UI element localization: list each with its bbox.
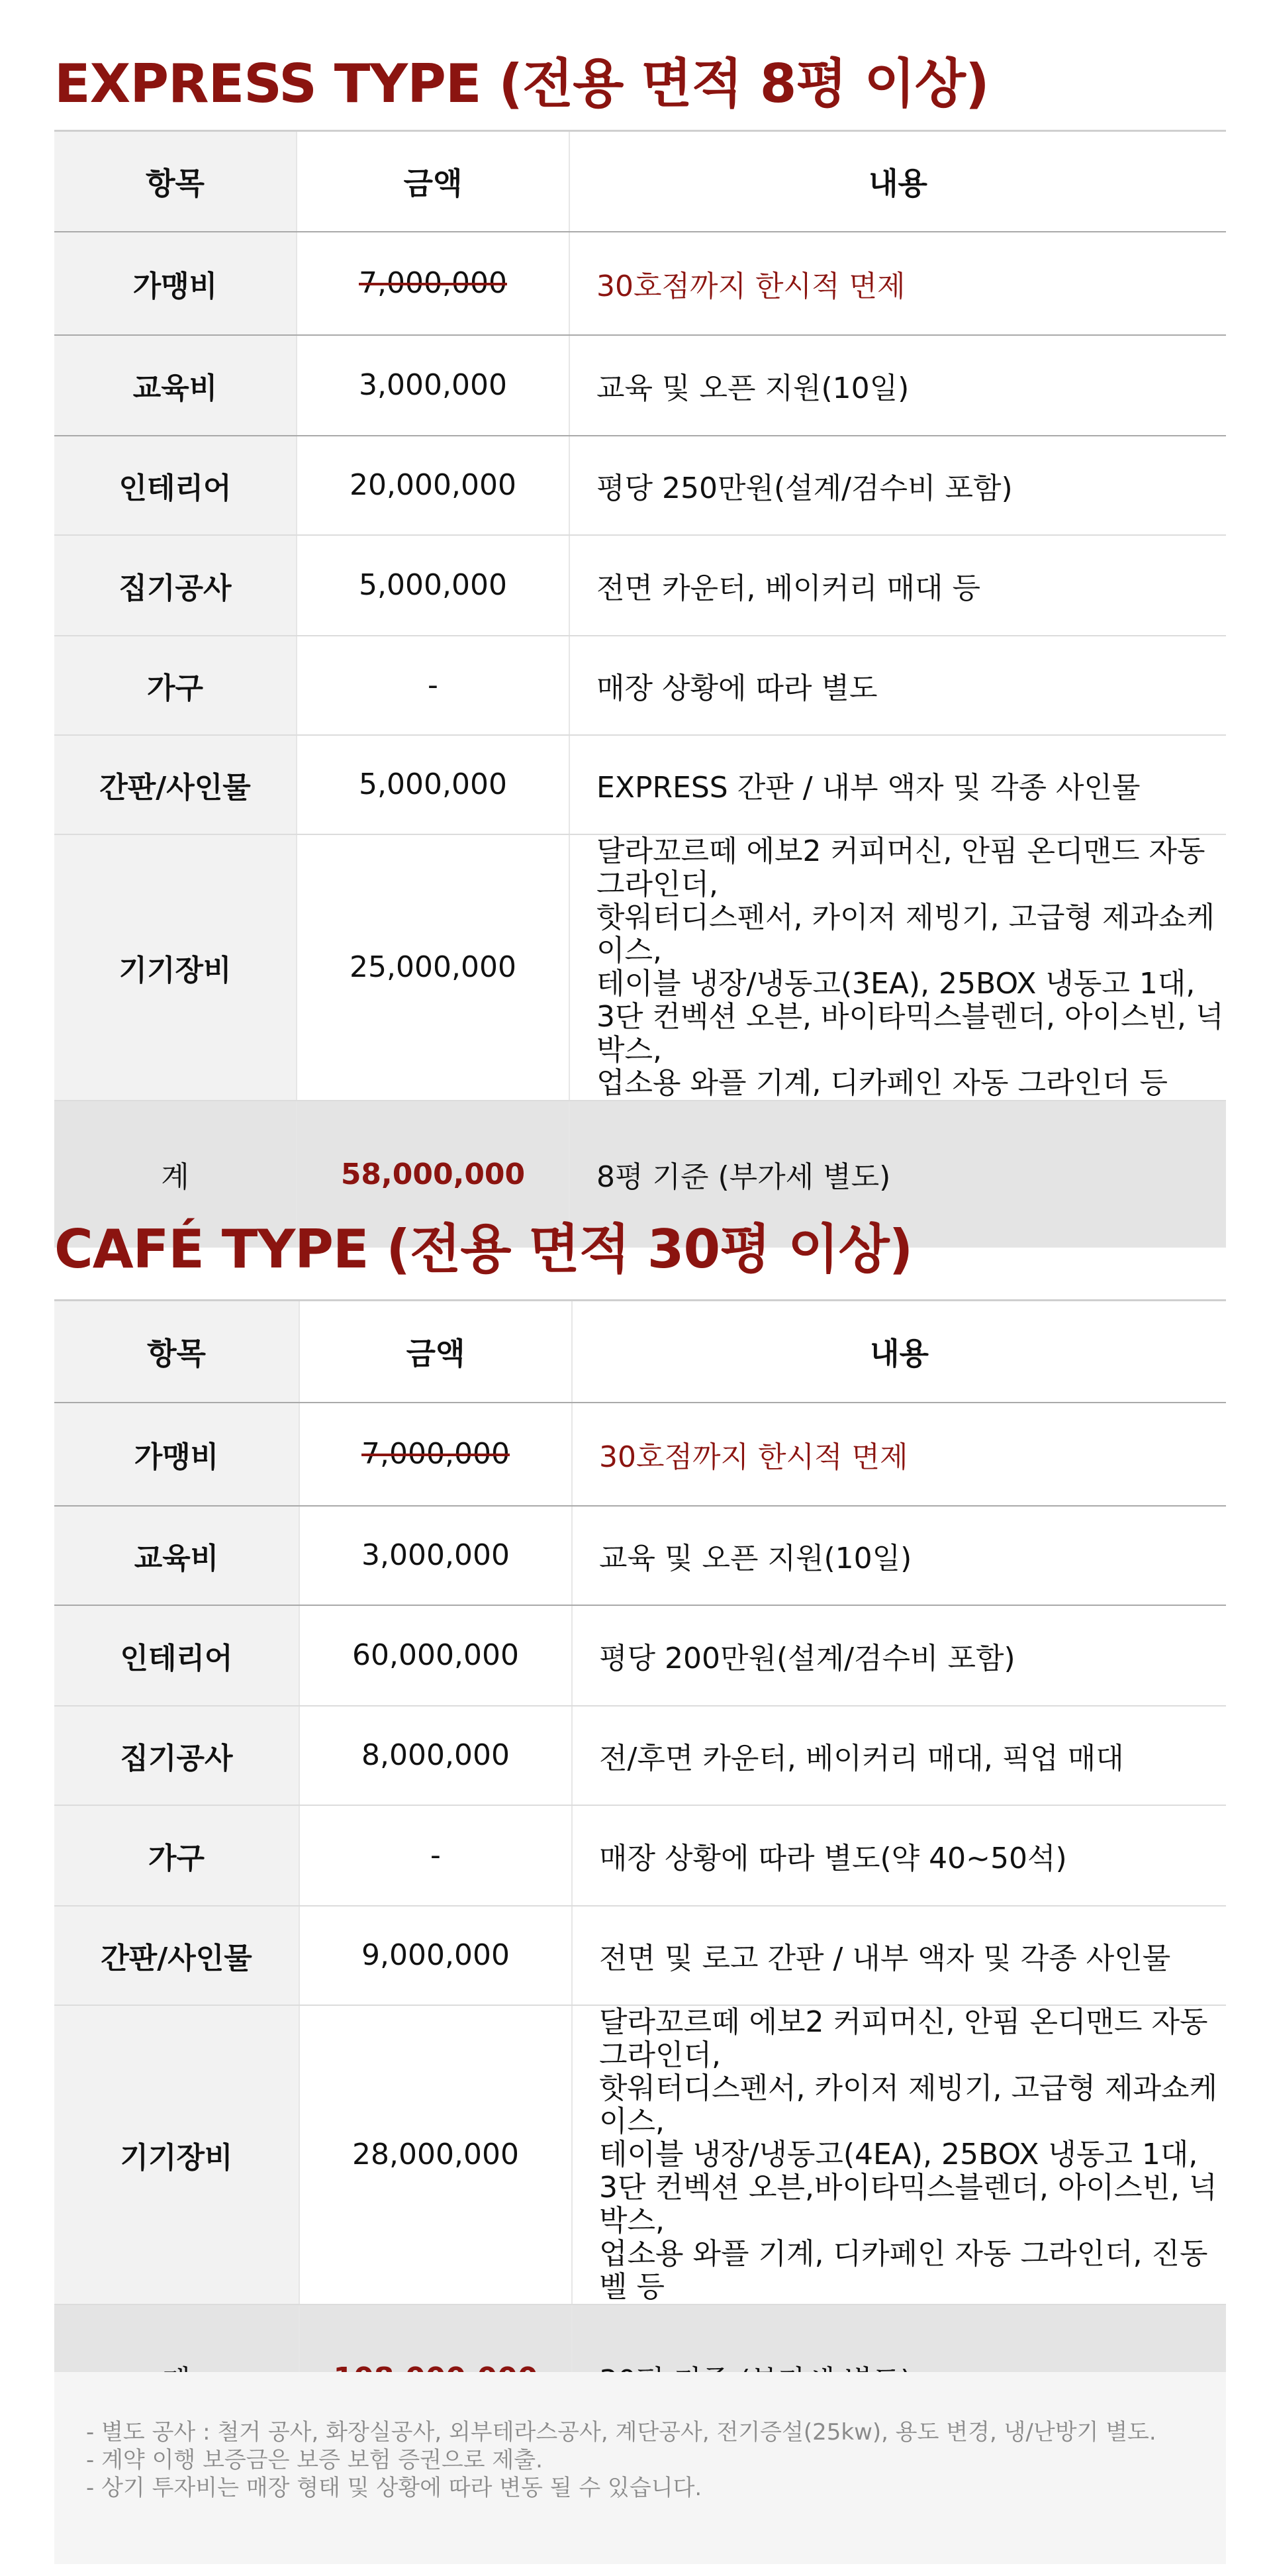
row-amount: 28,000,000 <box>299 2005 572 2304</box>
equipment-line: 달라꼬르떼 에보2 커피머신, 안핌 온디맨드 자동 그라인더, <box>596 834 1205 901</box>
header-amount: 금액 <box>299 1301 572 1403</box>
row-content: EXPRESS 간판 / 내부 액자 및 각종 사인물 <box>569 735 1226 834</box>
row-item: 가맹비 <box>54 1403 299 1506</box>
table-row <box>54 1403 1226 1506</box>
cafe-price-table <box>54 1299 1226 2452</box>
equipment-line: 3단 컨벡션 오븐, 바이타믹스블렌더, 아이스빈, 넉박스, <box>596 999 1224 1067</box>
row-item: 기기장비 <box>54 2005 299 2304</box>
equipment-line: 핫워터디스펜서, 카이저 제빙기, 고급형 제과쇼케이스, <box>599 2071 1217 2138</box>
total-label: 계 <box>54 1101 297 1248</box>
table-row <box>54 1706 1226 1805</box>
equipment-list <box>572 2005 1226 2304</box>
row-amount: 25,000,000 <box>297 834 569 1101</box>
table-header-row <box>54 131 1226 232</box>
note-line: - 별도 공사 : 철거 공사, 화장실공사, 외부테라스공사, 계단공사, 전기증설(25kw), 용도 변경, 냉/난방기 별도. <box>86 2419 1156 2446</box>
table-row <box>54 535 1226 636</box>
table-row <box>54 436 1226 535</box>
table-row <box>54 636 1226 735</box>
row-item: 집기공사 <box>54 535 297 636</box>
row-item: 가구 <box>54 636 297 735</box>
table-row <box>54 834 1226 1101</box>
row-amount: 60,000,000 <box>299 1605 572 1706</box>
row-item: 인테리어 <box>54 1605 299 1706</box>
equipment-line: 테이블 냉장/냉동고(4EA), 25BOX 냉동고 1대, <box>599 2137 1198 2171</box>
table-header-row <box>54 1301 1226 1403</box>
express-price-table <box>54 130 1226 1248</box>
row-item: 교육비 <box>54 1506 299 1605</box>
equipment-line: 테이블 냉장/냉동고(3EA), 25BOX 냉동고 1대, <box>596 966 1196 1001</box>
row-item: 기기장비 <box>54 834 297 1101</box>
header-content: 내용 <box>569 131 1226 232</box>
header-content: 내용 <box>572 1301 1226 1403</box>
equipment-line: 업소용 와플 기계, 디카페인 자동 그라인더, 진동벨 등 <box>599 2236 1208 2304</box>
equipment-line: 업소용 와플 기계, 디카페인 자동 그라인더 등 <box>596 1065 1168 1100</box>
row-content: 매장 상황에 따라 별도(약 40~50석) <box>572 1805 1226 1906</box>
header-item: 항목 <box>54 131 297 232</box>
row-content: 전면 카운터, 베이커리 매대 등 <box>569 535 1226 636</box>
row-content: 전면 및 로고 간판 / 내부 액자 및 각종 사인물 <box>572 1906 1226 2005</box>
footer-notes <box>54 2372 1226 2564</box>
table-row <box>54 735 1226 834</box>
row-amount: 5,000,000 <box>297 735 569 834</box>
row-content: 교육 및 오픈 지원(10일) <box>572 1506 1226 1605</box>
row-amount: - <box>299 1805 572 1906</box>
note-line: - 계약 이행 보증금은 보증 보험 증권으로 제출. <box>86 2447 543 2473</box>
row-item: 가구 <box>54 1805 299 1906</box>
row-content: 교육 및 오픈 지원(10일) <box>569 335 1226 436</box>
row-content: 평당 200만원(설계/검수비 포함) <box>572 1605 1226 1706</box>
equipment-line: 3단 컨벡션 오븐,바이타믹스블렌더, 아이스빈, 넉박스, <box>599 2170 1217 2238</box>
cafe-section-title: CAFÉ TYPE (전용 면적 30평 이상) <box>54 1218 913 1280</box>
equipment-line: 달라꼬르떼 에보2 커피머신, 안핌 온디맨드 자동 그라인더, <box>599 2005 1208 2072</box>
row-item: 교육비 <box>54 335 297 436</box>
table-row <box>54 1805 1226 1906</box>
row-content-highlight: 30호점까지 한시적 면제 <box>569 232 1226 335</box>
row-amount-struck: 7,000,000 <box>361 1437 510 1471</box>
row-item: 간판/사인물 <box>54 1906 299 2005</box>
table-row <box>54 232 1226 335</box>
row-amount: 5,000,000 <box>297 535 569 636</box>
header-amount: 금액 <box>297 131 569 232</box>
table-row <box>54 2005 1226 2304</box>
row-content: 매장 상황에 따라 별도 <box>569 636 1226 735</box>
header-item: 항목 <box>54 1301 299 1403</box>
total-note: 8평 기준 (부가세 별도) <box>569 1101 1226 1248</box>
row-item: 집기공사 <box>54 1706 299 1805</box>
row-amount: 8,000,000 <box>299 1706 572 1805</box>
equipment-list <box>569 834 1226 1101</box>
row-content: 평당 250만원(설계/검수비 포함) <box>569 436 1226 535</box>
equipment-line: 핫워터디스펜서, 카이저 제빙기, 고급형 제과쇼케이스, <box>596 900 1215 967</box>
row-amount: 3,000,000 <box>299 1506 572 1605</box>
row-content-highlight: 30호점까지 한시적 면제 <box>572 1403 1226 1506</box>
row-amount-struck: 7,000,000 <box>359 266 507 300</box>
note-line: - 상기 투자비는 매장 형태 및 상황에 따라 변동 될 수 있습니다. <box>86 2475 702 2501</box>
row-amount: 20,000,000 <box>297 436 569 535</box>
total-amount: 58,000,000 <box>297 1101 569 1248</box>
row-amount: 3,000,000 <box>297 335 569 436</box>
row-item: 인테리어 <box>54 436 297 535</box>
row-content: 전/후면 카운터, 베이커리 매대, 픽업 매대 <box>572 1706 1226 1805</box>
table-row <box>54 335 1226 436</box>
table-row <box>54 1605 1226 1706</box>
express-section-title: EXPRESS TYPE (전용 면적 8평 이상) <box>54 53 989 115</box>
row-amount: - <box>297 636 569 735</box>
table-row <box>54 1506 1226 1605</box>
row-item: 간판/사인물 <box>54 735 297 834</box>
table-row <box>54 1906 1226 2005</box>
row-amount: 9,000,000 <box>299 1906 572 2005</box>
row-item: 가맹비 <box>54 232 297 335</box>
